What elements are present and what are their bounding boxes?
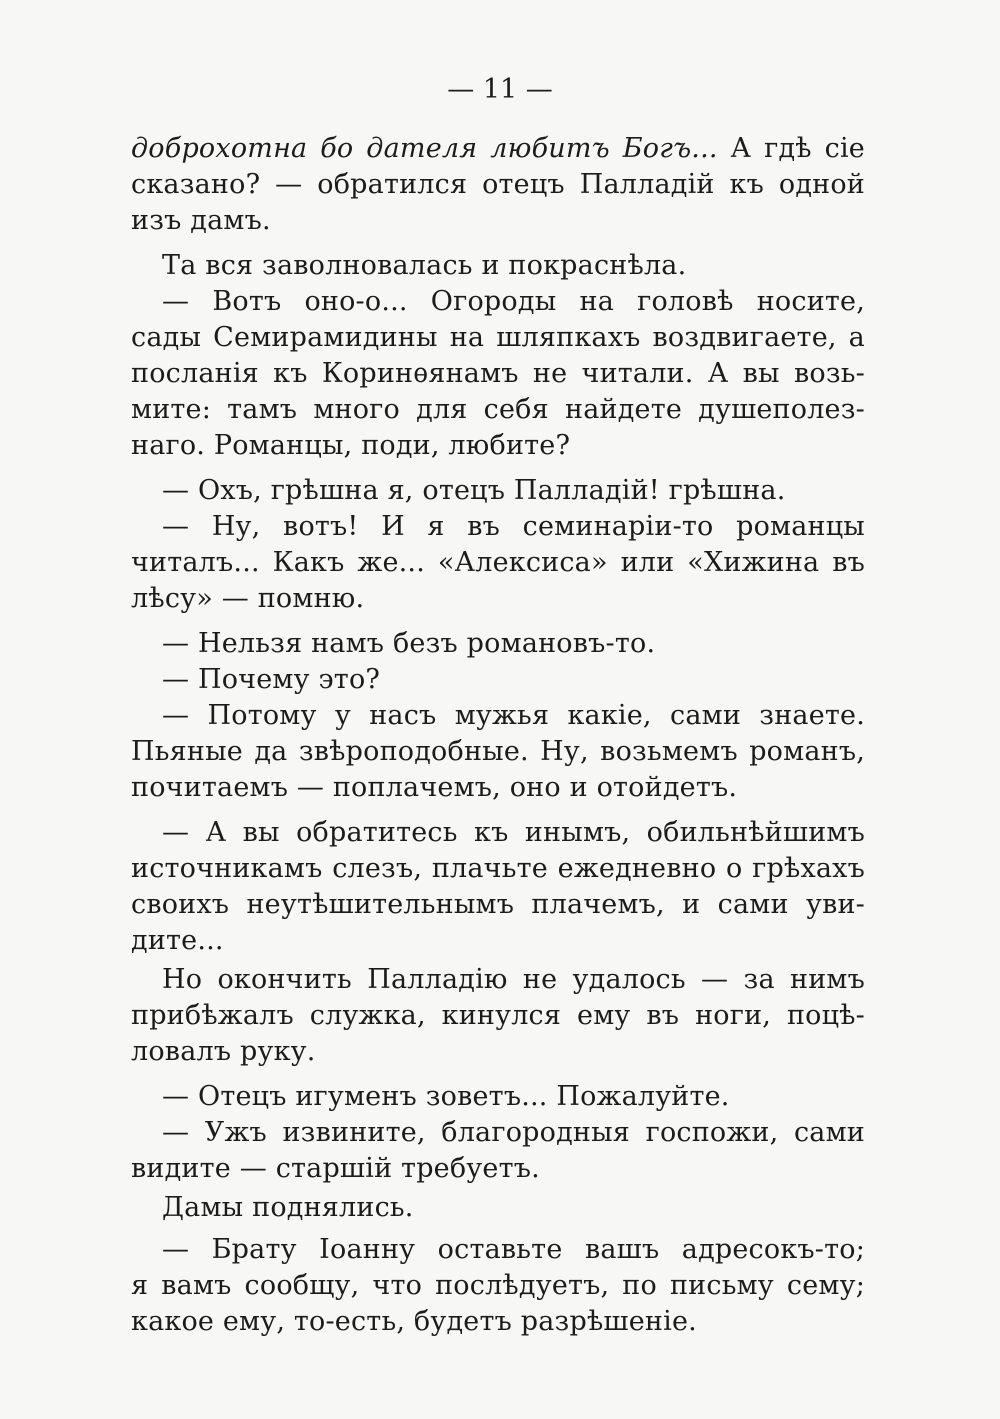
text-line-5: — Вотъ оно-о... Огороды на головѣ носите, xyxy=(162,286,865,317)
text-line-27: — Ужъ извините, благородныя госпожи, сами xyxy=(162,1117,865,1148)
page-number: — 11 — xyxy=(447,74,553,105)
text-line-22: дите... xyxy=(131,925,224,956)
text-line-28: видите — старшій требуетъ. xyxy=(131,1153,540,1184)
text-line-29: Дамы поднялись. xyxy=(162,1192,414,1223)
text-line-12: читалъ... Какъ же... «Алексиса» или «Хижина въ xyxy=(131,547,865,578)
text-line-3: изъ дамъ. xyxy=(131,205,271,236)
text-line-6: сады Семирамидины на шляпкахъ воздвигаете, а xyxy=(131,322,865,353)
text-line-1 xyxy=(131,131,865,167)
text-line-30: — Брату Іоанну оставьте вашъ адресокъ-то; xyxy=(162,1234,865,1265)
text-line-16: — Потому у насъ мужья какіе, сами знаете. xyxy=(162,700,865,731)
text-line-2: сказано? — обратился отецъ Палладій къ одной xyxy=(131,169,865,200)
text-line-8: мите: тамъ много для себя найдете душеполез- xyxy=(131,394,865,425)
text-line-14: — Нельзя намъ безъ романовъ-то. xyxy=(162,628,656,659)
text-line-31: я вамъ сообщу, что послѣдуетъ, по письму сему; xyxy=(131,1270,865,1301)
text-line-7: посланія къ Коринѳянамъ не читали. А вы возь- xyxy=(131,358,865,389)
text-line-26: — Отецъ игуменъ зоветъ... Пожалуйте. xyxy=(162,1081,730,1112)
text-line-21: своихъ неутѣшительнымъ плачемъ, и сами уви- xyxy=(131,889,865,920)
text-line-24: прибѣжалъ служка, кинулся ему въ ноги, поцѣ- xyxy=(131,1000,865,1031)
text-line-17: Пьяные да звѣроподобные. Ну, возьмемъ романъ, xyxy=(131,736,865,767)
line-continuation: А гдѣ сіе xyxy=(717,133,865,164)
text-line-25: ловалъ руку. xyxy=(131,1036,316,1067)
text-line-11: — Ну, вотъ! И я въ семинаріи-то романцы xyxy=(162,511,865,542)
text-line-15: — Почему это? xyxy=(162,664,381,695)
text-line-32: какое ему, то-есть, будетъ разрѣшеніе. xyxy=(131,1306,697,1337)
text-line-4: Та вся заволновалась и покраснѣла. xyxy=(162,250,687,281)
text-line-10: — Охъ, грѣшна я, отецъ Палладій! грѣшна. xyxy=(162,475,786,506)
text-line-20: источникамъ слезъ, плачьте ежедневно о грѣхахъ xyxy=(131,853,865,884)
text-line-19: — А вы обратитесь къ инымъ, обильнѣйшимъ xyxy=(162,817,865,848)
text-line-9: наго. Романцы, поди, любите? xyxy=(131,430,571,461)
italic-quote: доброхотна бо дателя любитъ Богъ... xyxy=(131,133,718,164)
text-line-18: почитаемъ — поплачемъ, оно и отойдетъ. xyxy=(131,772,738,803)
text-line-13: лѣсу» — помню. xyxy=(131,583,365,614)
text-line-23: Но окончить Палладію не удалось — за нимъ xyxy=(162,964,865,995)
